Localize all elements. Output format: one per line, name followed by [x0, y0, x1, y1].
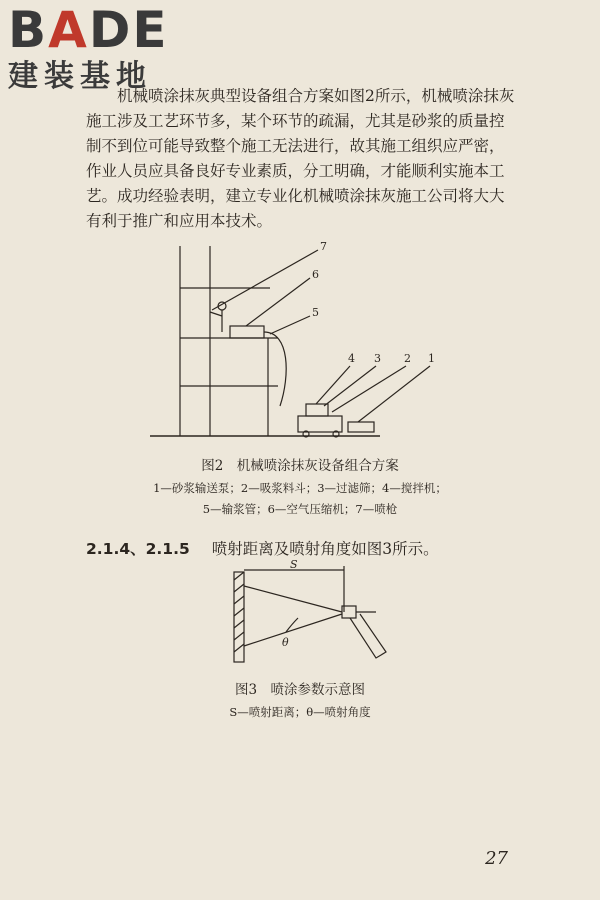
- bade-logo: [8, 1, 169, 94]
- callout-1: 1: [428, 352, 435, 365]
- callout-7: 7: [320, 240, 327, 253]
- section-text: 喷射距离及喷射角度如图3所示。: [211, 540, 439, 558]
- page-number: 27: [485, 848, 508, 869]
- hopper: [348, 422, 374, 432]
- callout-4: 4: [348, 352, 355, 365]
- callout-2: 2: [404, 352, 411, 365]
- callout-3: 3: [374, 352, 381, 365]
- figure-3-legend: S—喷射距离；θ—喷射角度: [229, 705, 371, 719]
- mortar-pump: [298, 416, 342, 432]
- section-heading: [86, 536, 439, 562]
- spray-cone-upper: [244, 586, 342, 612]
- figure-2-legend-line-1: 1—砂浆输送泵；2—吸浆料斗；3—过滤筛；4—搅拌机；: [153, 481, 447, 495]
- figure-2-diagram: [150, 236, 450, 446]
- label-distance-s: S: [290, 560, 298, 571]
- callout-5: 5: [312, 306, 319, 319]
- figure-3-diagram: [226, 560, 396, 670]
- logo-subtitle: 建装基地: [8, 59, 152, 94]
- compressor-unit: [230, 326, 264, 338]
- label-angle-theta: θ: [282, 636, 289, 649]
- section-number: 2.1.4、2.1.5: [86, 540, 190, 558]
- body-paragraph: 机械喷涂抹灰典型设备组合方案如图2所示，机械喷涂抹灰施工涉及工艺环节多，某个环节的疏漏，尤其是砂浆的质量控制不到位可能导致整个施工无法进行，故其施工组织应严密，作业人员应具备良好专业素质，分工明确，才能顺利实施本工艺。成功经验表明，建立专业化机械喷涂抹灰施工公司将大大有利于推广和应用本技术。: [86, 87, 515, 230]
- callout-6: 6: [312, 268, 319, 281]
- spray-cone-lower: [244, 614, 342, 646]
- gun-handle: [350, 614, 386, 658]
- figure-3-caption: 图3 喷涂参数示意图: [234, 682, 366, 698]
- figure-2-legend-line-2: 5—输浆管；6—空气压缩机；7—喷枪: [202, 502, 398, 516]
- logo-wordmark: BADE: [8, 1, 169, 59]
- mortar-hose: [264, 332, 286, 406]
- figure-2-caption: 图2 机械喷涂抹灰设备组合方案: [201, 458, 399, 474]
- spray-gun: [210, 312, 222, 316]
